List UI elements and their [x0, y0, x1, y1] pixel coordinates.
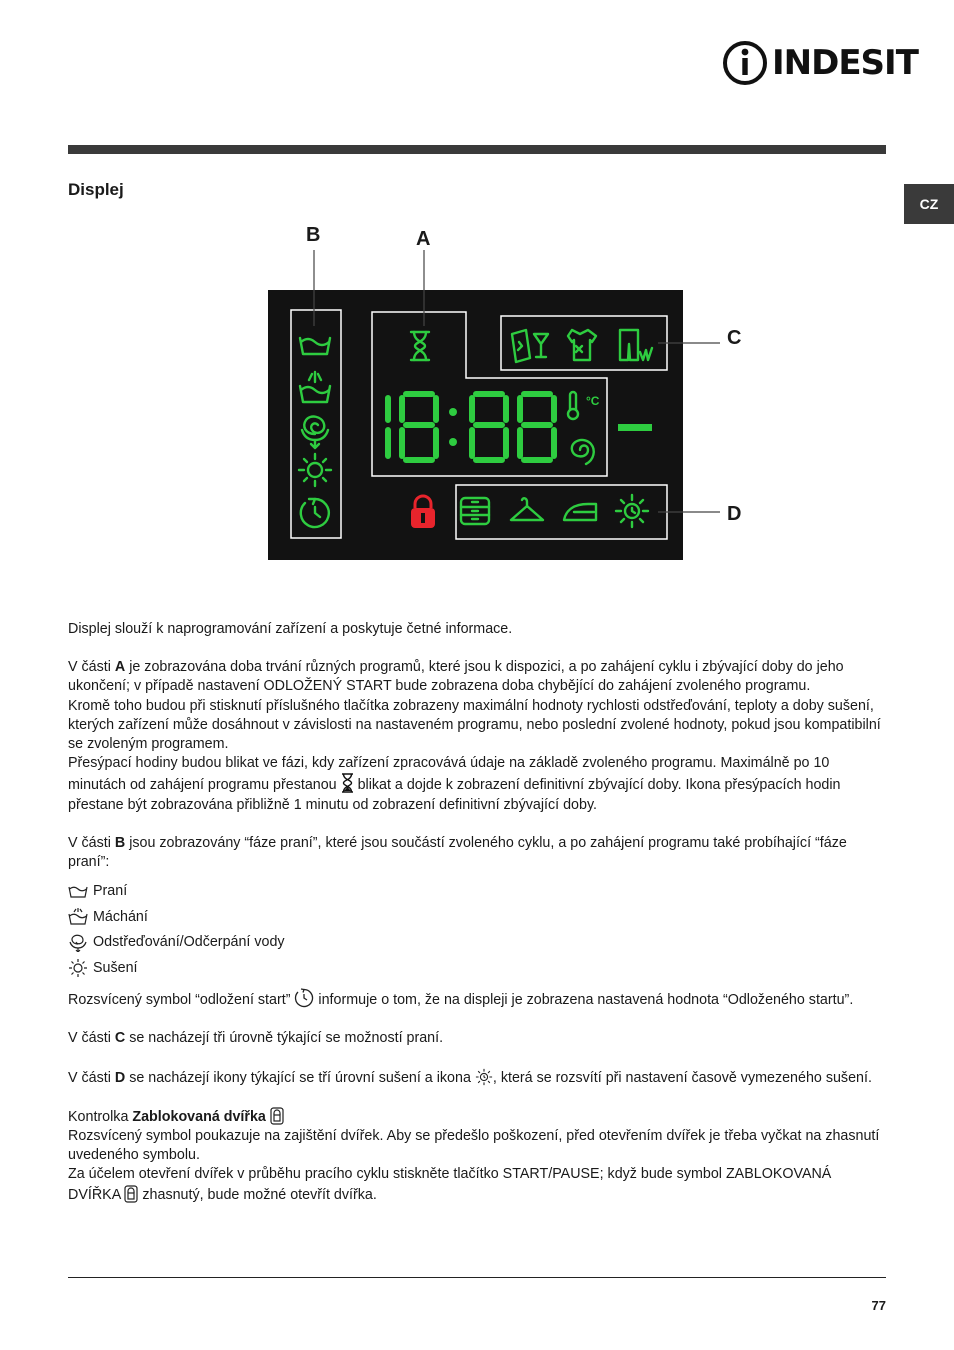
page-number: 77 [871, 1298, 886, 1313]
lock-paragraph-3: DVÍŘKA zhasnutý, bude možné otevřít dvířka. [68, 1186, 377, 1203]
timed-dry-inline-icon [475, 1068, 493, 1086]
phase-dry: Sušení [68, 956, 886, 982]
delay-inline-icon [294, 988, 314, 1008]
wash-inline-icon [68, 885, 88, 899]
label-c: C [727, 327, 742, 349]
section-d-paragraph: V části D se nacházejí ikony týkající se tří úrovní sušení a ikona , která se rozsvítí při nastavení časově vymezeného sušení. [68, 1069, 872, 1086]
label-a: A [416, 228, 431, 250]
section-a-paragraph-2: Kromě toho budou při stisknutí příslušného tlačítka zobrazeny maximální hodnoty rychlosti odstřeďování, teploty a doby sušení, kterých zařízení může dosáhnout v závislosti na nastaveném programu, nebo poslední zvolené hodnoty, pokud jsou kompatibilní se zvoleným programem. [68, 697, 881, 753]
section-b-paragraph: V části B jsou zobrazovány “fáze praní”, které jsou součástí zvoleného cyklu, a po zahájení programu také probíhající “fáze praní”: [68, 834, 847, 871]
temp-unit: °C [586, 394, 600, 408]
dry-inline-icon [68, 958, 88, 978]
lock-inline-icon-2 [124, 1185, 138, 1203]
body-text [68, 620, 886, 1205]
language-tab: CZ [904, 184, 954, 224]
delay-start-paragraph: Rozsvícený symbol “odložení start” informuje o tom, že na displeji je zobrazena nastavená hodnota “Odloženého startu”. [68, 988, 886, 1010]
phase-rinse: Máchání [68, 905, 886, 931]
lock-inline-icon [270, 1107, 284, 1125]
label-d: D [727, 503, 742, 525]
label-b: B [306, 224, 321, 246]
lock-paragraph-1: Rozsvícený symbol poukazuje na zajištění dvířek. Aby se předešlo poškození, před otevřením dvířek je třeba vyčkat na zhasnutí uvedeného symbolu. [68, 1128, 880, 1164]
brand-logo-text: INDESIT [772, 43, 918, 83]
phase-wash: Praní [68, 879, 886, 905]
rinse-inline-icon [68, 908, 88, 926]
spin-inline-icon [68, 934, 88, 952]
phase-spin: Odstřeďování/Odčerpání vody [68, 930, 886, 956]
section-title: Displej [68, 180, 124, 199]
section-a-paragraph-3: Přesýpací hodiny budou blikat ve fázi, kdy zařízení zpracovává údaje na základě zvoleného programu. Maximálně po 10 minutách od zahájení programu přestanou blikat a dojde k zobrazení definitivní zbývající doby. Ikona přesýpacích hodin přestane být zobrazována přibližně 1 minutu od zobrazení definitivní zbývající doby. [68, 755, 841, 813]
lock-heading: Kontrolka Zablokovaná dvířka [68, 1107, 886, 1127]
section-a-paragraph: V části A je zobrazována doba trvání různých programů, které jsou k dispozici, a po zahájení cyklu i zbývající doby do jeho ukončení; v případě nastavení ODLOŽENÝ START bude zobrazena doba chybějící do zahájení zvoleného programu. [68, 659, 844, 695]
section-c-paragraph: V části C se nacházejí tři úrovně týkající se možností praní. [68, 1030, 444, 1047]
footer-rule [68, 1277, 886, 1278]
hourglass-inline-icon [341, 773, 354, 793]
leader-lines [0, 0, 954, 600]
lock-paragraph-2: Za účelem otevření dvířek v průběhu pracího cyklu stiskněte tlačítko START/PAUSE; když bude symbol ZABLOKOVANÁ [68, 1166, 832, 1183]
intro-paragraph: Displej slouží k naprogramování zařízení a poskytuje četné informace. [68, 621, 513, 637]
